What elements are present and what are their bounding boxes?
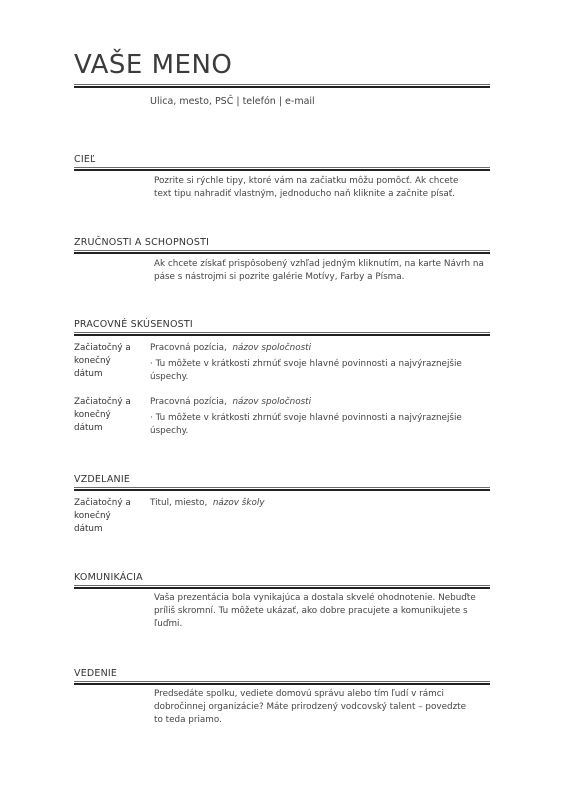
section-title-communication: KOMUNIKÁCIA <box>74 572 143 583</box>
job-2-company: názov spoločnosti <box>232 397 312 407</box>
section-rule-skills <box>74 250 490 254</box>
job-1-bullet: · Tu môžete v krátkosti zhrnúť svoje hlavné povinnosti a najvýraznejšie úspechy. <box>150 359 462 382</box>
education-degree: Titul, miesto, <box>150 498 208 508</box>
resume-name: VAŠE MENO <box>74 50 233 80</box>
header-rule <box>74 84 490 88</box>
section-title-leadership: VEDENIE <box>74 668 118 679</box>
job-1-position: Pracovná pozícia, <box>150 343 227 353</box>
section-rule-education <box>74 487 490 491</box>
job-1-title <box>150 342 480 355</box>
section-title-objective: CIEĽ <box>74 154 96 165</box>
education-date: Začiatočný a konečný dátum <box>74 498 131 534</box>
section-title-skills: ZRUČNOSTI A SCHOPNOSTI <box>74 237 210 248</box>
skills-text: Ak chcete získať prispôsobený vzhľad jedným kliknutím, na karte Návrh na páse s nástrojmi si pozrite galérie Motívy, Farby a Písma. <box>154 259 484 282</box>
section-rule-objective <box>74 167 490 171</box>
job-2-title <box>150 396 480 409</box>
section-rule-experience <box>74 332 490 336</box>
contact-info: Ulica, mesto, PSČ | telefón | e-mail <box>150 96 315 107</box>
job-1-company: názov spoločnosti <box>232 343 312 353</box>
job-2-position: Pracovná pozícia, <box>150 397 227 407</box>
job-2-date: Začiatočný a konečný dátum <box>74 397 131 433</box>
job-2 <box>150 396 480 438</box>
education-school: názov školy <box>212 498 265 508</box>
objective-text: Pozrite si rýchle tipy, ktoré vám na začiatku môžu pomôcť. Ak chcete text tipu nahradiť vlastným, jednoducho naň kliknite a začnite písať. <box>154 176 459 199</box>
section-title-experience: PRACOVNÉ SKÚSENOSTI <box>74 319 193 330</box>
section-title-education: VZDELANIE <box>74 474 131 485</box>
job-2-bullet: · Tu môžete v krátkosti zhrnúť svoje hlavné povinnosti a najvýraznejšie úspechy. <box>150 413 462 436</box>
leadership-text: Predsedáte spolku, vediete domovú správu alebo tím ľudí v rámci dobročinnej organizácie? Máte prirodzený vodcovský talent – povedzte to teda priamo. <box>154 689 467 725</box>
communication-text: Vaša prezentácia bola vynikajúca a dostala skvelé ohodnotenie. Nebuďte príliš skromní. Tu môžete ukázať, ako dobre pracujete a komunikujete s ľuďmi. <box>154 593 476 629</box>
education-entry <box>150 497 480 510</box>
job-1-date: Začiatočný a konečný dátum <box>74 343 131 379</box>
section-rule-leadership <box>74 681 490 685</box>
job-1 <box>150 342 480 384</box>
section-rule-communication <box>74 585 490 589</box>
